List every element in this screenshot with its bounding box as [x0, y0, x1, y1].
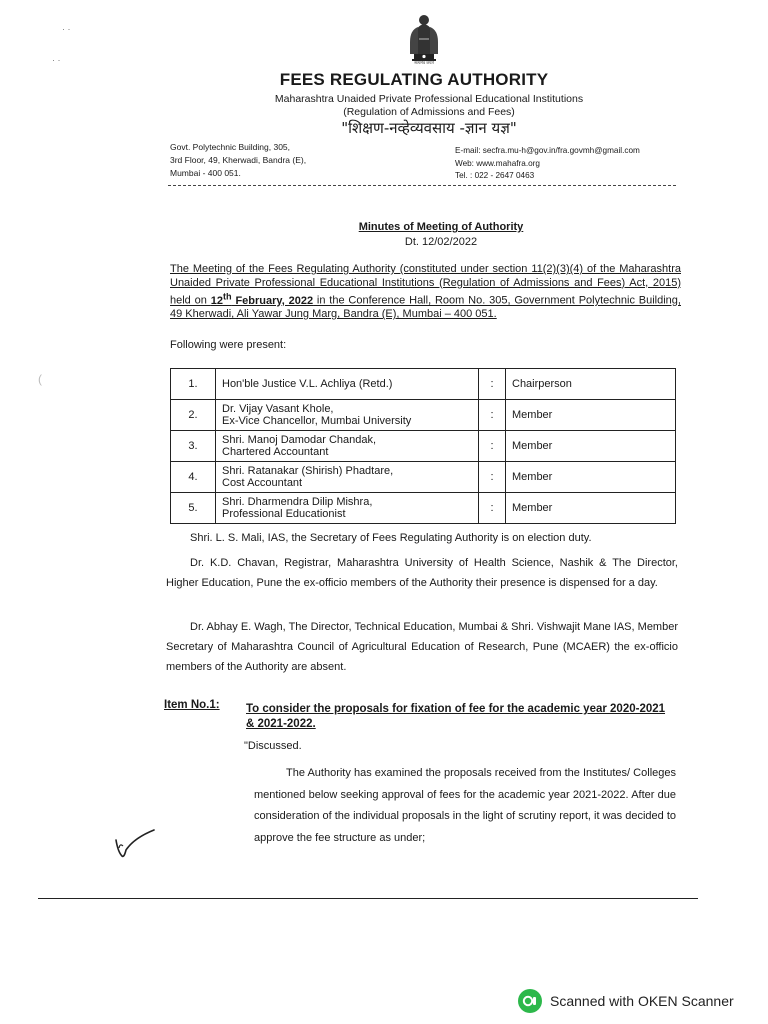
member-role: Member: [506, 431, 676, 462]
member-designation: Professional Educationist: [222, 508, 346, 520]
header-divider: [168, 185, 676, 186]
member-number: 2.: [171, 400, 216, 431]
table-row: [171, 431, 676, 462]
member-designation: Cost Accountant: [222, 477, 303, 489]
member-role: Chairperson: [506, 369, 676, 400]
meeting-intro: [170, 263, 681, 322]
separator-colon: :: [479, 431, 506, 462]
member-designation: Ex-Vice Chancellor, Mumbai University: [222, 415, 412, 427]
table-row: [171, 493, 676, 524]
footer-divider: [38, 898, 698, 899]
table-row: [171, 462, 676, 493]
secretary-note: Shri. L. S. Mali, IAS, the Secretary of Fees Regulating Authority is on election duty.: [190, 532, 592, 544]
member-designation: Chartered Accountant: [222, 446, 329, 458]
present-label: Following were present:: [170, 339, 287, 351]
web-text: Web: www.mahafra.org: [455, 158, 540, 168]
member-name: Shri. Ratanakar (Shirish) Phadtare, Cost Accountant: [216, 462, 479, 493]
organization-subtitle-line1: Maharashtra Unaided Private Professional Educational Institutions: [274, 93, 584, 105]
member-role: Member: [506, 400, 676, 431]
scanner-label: Scanned with OKEN Scanner: [550, 993, 734, 1009]
handwritten-tick-icon: [110, 826, 160, 862]
state-emblem-icon: [404, 12, 444, 66]
member-name: Shri. Dharmendra Dilip Mishra, Professional Educationist: [216, 493, 479, 524]
email-text: E-mail: secfra.mu-h@gov.in/fra.govmh@gmail.com: [455, 146, 640, 155]
meeting-date: 12th February, 2022: [210, 291, 314, 307]
intro-text: The Meeting of the Fees Regulating Authority (constituted under section 11(2)(3)(4) of the Maharashtra Unaided Private Professional Educational Institutions (Regulation of Admissions and Fees) Act, 2015) held on: [170, 263, 681, 307]
minutes-date: Dt. 12/02/2022: [404, 236, 478, 248]
separator-colon: :: [479, 493, 506, 524]
address-line: Govt. Polytechnic Building, 305,: [170, 142, 291, 152]
minutes-heading: Minutes of Meeting of Authority: [358, 221, 524, 233]
member-number: 3.: [171, 431, 216, 462]
item-body-text: The Authority has examined the proposals received from the Institutes/ Colleges mentioned below seeking approval of fees for the academic year 2021-2022. After due consideration of the individual proposals in the light of scrutiny report, it was decided to approve the fee structure as under;: [254, 767, 676, 844]
table-row: [171, 369, 676, 400]
member-role: Member: [506, 462, 676, 493]
intro-venue-text: in the Conference Hall, Room No. 305, Government Polytechnic Building, 49 Kherwadi, Ali Yawar Jung Marg, Bandra (E), Mumbai – 400 051.: [170, 294, 681, 321]
member-name: Shri. Manoj Damodar Chandak, Chartered Accountant: [216, 431, 479, 462]
member-name: Hon'ble Justice V.L. Achliya (Retd.): [216, 369, 479, 400]
scan-speck: · ·: [62, 24, 71, 34]
telephone-text: Tel. : 022 - 2647 0463: [455, 171, 535, 180]
members-table: [170, 368, 676, 524]
separator-colon: :: [479, 462, 506, 493]
item-title: To consider the proposals for fixation of fee for the academic year 2020-2021 & 2021-2022.: [246, 703, 666, 730]
emblem-caption: सत्यमेव जयते: [414, 60, 434, 65]
member-name: Dr. Vijay Vasant Khole, Ex-Vice Chancellor, Mumbai University: [216, 400, 479, 431]
discussed-text: "Discussed.: [244, 740, 302, 752]
contact-details: [455, 145, 640, 183]
member-number: 5.: [171, 493, 216, 524]
oken-scanner-icon: [518, 989, 542, 1013]
member-role: Member: [506, 493, 676, 524]
office-address: [170, 141, 306, 180]
organization-motto: "शिक्षण-नव्हेव्यवसाय -ज्ञान यज्ञ": [341, 119, 517, 137]
organization-title: FEES REGULATING AUTHORITY: [279, 70, 549, 89]
item-number-label: Item No.1:: [164, 699, 220, 711]
address-line: Mumbai - 400 051.: [170, 168, 241, 178]
margin-mark: (: [38, 372, 42, 386]
separator-colon: :: [479, 369, 506, 400]
absent-members-note: Dr. Abhay E. Wagh, The Director, Technical Education, Mumbai & Shri. Vishwajit Mane IAS, Member Secretary of Maharashtra Council of Agricultural Education of Research, Pune (MCAER) the ex-officio members of the Authority are absent.: [166, 621, 678, 673]
member-number: 4.: [171, 462, 216, 493]
separator-colon: :: [479, 400, 506, 431]
organization-subtitle-line2: (Regulation of Admissions and Fees): [343, 106, 515, 118]
table-row: [171, 400, 676, 431]
dispensed-members-note: Dr. K.D. Chavan, Registrar, Maharashtra University of Health Science, Nashik & The Director, Higher Education, Pune the ex-officio members of the Authority their presence is dispensed for a day.: [166, 557, 678, 589]
scan-speck: · ·: [52, 55, 61, 65]
member-number: 1.: [171, 369, 216, 400]
address-line: 3rd Floor, 49, Kherwadi, Bandra (E),: [170, 155, 307, 165]
scanner-watermark: [518, 989, 734, 1013]
